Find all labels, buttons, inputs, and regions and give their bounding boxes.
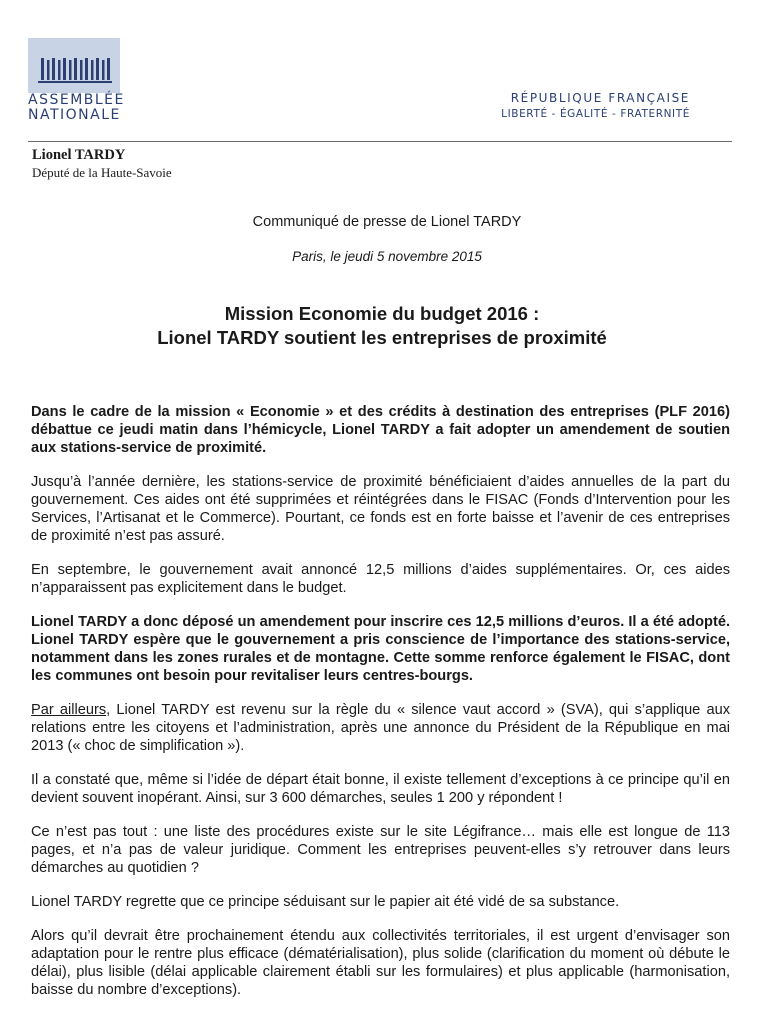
paragraph-legifrance: Ce n’est pas tout : une liste des procédures existe sur le site Légifrance… mais elle est longue de 113 pages, et n’a pas de valeur juridique. Comment les entreprises peuvent-elles s’y retrouver dans leurs démarches au quotidien ?	[31, 824, 730, 876]
paragraph-exceptions: Il a constaté que, même si l’idée de départ était bonne, il existe tellement d’exceptions à ce principe qu’il en devient souvent inopérant. Ainsi, sur 3 600 démarches, seules 1 200 y répondent !	[31, 772, 730, 806]
communique-heading: Communiqué de presse de Lionel TARDY	[252, 214, 522, 230]
republique-title: RÉPUBLIQUE FRANÇAISE	[510, 91, 690, 105]
header-divider	[28, 141, 732, 142]
assemblee-nationale-logo-icon	[28, 38, 120, 93]
logo-line-2: NATIONALE	[28, 107, 121, 123]
lead-paragraph: Dans le cadre de la mission « Economie » et des crédits à destination des entreprises (PLF 2016) débattue ce jeudi matin dans l’hémicycle, Lionel TARDY a fait adopter un amendement de soutien aux stations-service de proximité.	[31, 404, 730, 456]
paragraph-sva-text: , Lionel TARDY est revenu sur la règle du « silence vaut accord » (SVA), qui s’applique aux relations entre les citoyens et l’administration, après une annonce du Président de la République en mai 2013 (« choc de simplification »).	[31, 702, 731, 754]
paragraph-sva	[31, 701, 730, 755]
par-ailleurs-underlined: Par ailleurs	[31, 702, 107, 718]
paragraph-septembre: En septembre, le gouvernement avait annoncé 12,5 millions d’aides supplémentaires. Or, ces aides n’apparaissent pas explicitement dans le budget.	[31, 562, 730, 596]
author-role: Député de la Haute-Savoie	[32, 165, 172, 180]
republique-motto: LIBERTÉ - ÉGALITÉ - FRATERNITÉ	[501, 108, 690, 120]
paragraph-regrette: Lionel TARDY regrette que ce principe séduisant sur le papier ait été vidé de sa substance.	[31, 894, 620, 910]
author-block	[32, 147, 172, 181]
press-release-title	[0, 302, 764, 350]
republique-francaise-header	[501, 90, 690, 122]
title-line-1: Mission Economie du budget 2016 :	[224, 303, 540, 324]
author-name: Lionel TARDY	[32, 147, 126, 163]
press-release-body	[31, 403, 730, 1015]
logo-line-1: ASSEMBLÉE	[28, 92, 125, 108]
assemblee-nationale-wordmark	[28, 93, 138, 123]
paragraph-collectivites: Alors qu’il devrait être prochainement étendu aux collectivités territoriales, il est urgent d’envisager son adaptation pour le rentre plus efficace (dématérialisation), plus solide (clarification du moment où débute le délai), plus lisible (délai applicable clairement établi sur les formulaires) et plus applicable (harmonisation, baisse du nombre d’exceptions).	[31, 928, 730, 998]
paragraph-amendement: Lionel TARDY a donc déposé un amendement pour inscrire ces 12,5 millions d’euros. Il a été adopté. Lionel TARDY espère que le gouvernement a pris conscience de l’importance des stations-service, notamment dans les zones rurales et de montagne. Cette somme renforce également le FISAC, dont les communes ont besoin pour revitaliser leurs centres-bourgs.	[31, 614, 730, 684]
dateline: Paris, le jeudi 5 novembre 2015	[292, 249, 482, 264]
title-line-2: Lionel TARDY soutient les entreprises de proximité	[157, 327, 607, 348]
paragraph-aides: Jusqu’à l’année dernière, les stations-service de proximité bénéficiaient d’aides annuelles de la part du gouvernement. Ces aides ont été supprimées et réintégrées dans le FISAC (Fonds d’Intervention pour les Services, l’Artisanat et le Commerce). Pourtant, ce fonds est en forte baisse et l’avenir de ces entreprises de proximité n’est pas assuré.	[31, 474, 730, 544]
